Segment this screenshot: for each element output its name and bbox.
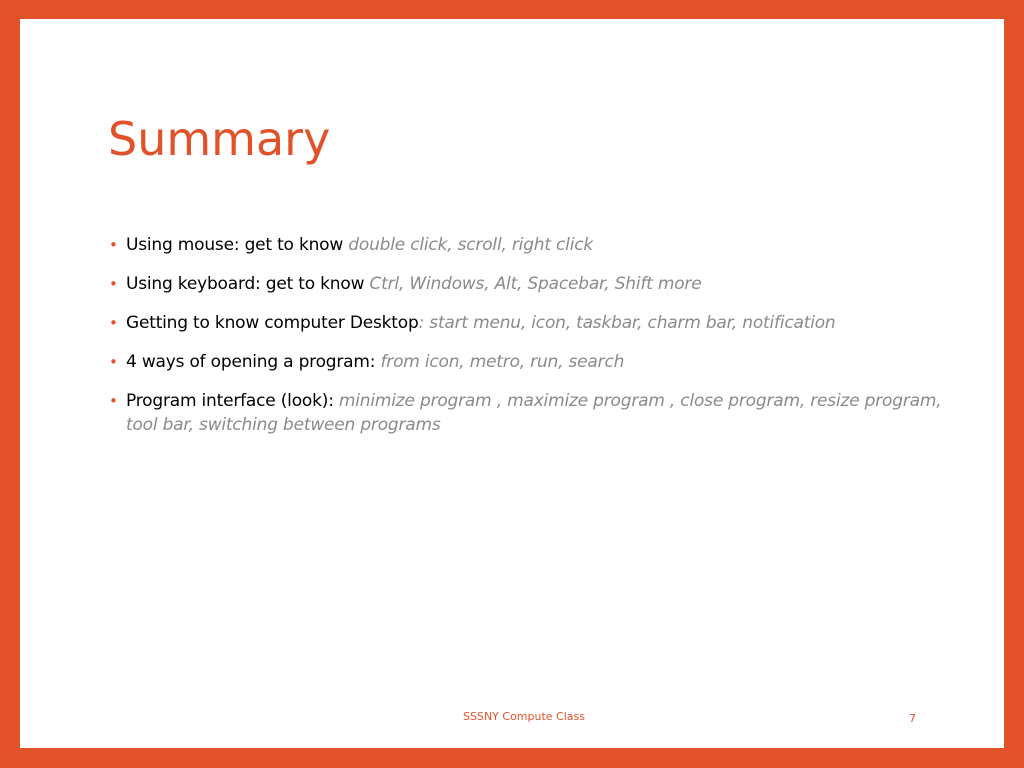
slide (20, 19, 1004, 748)
bullet-dot: • (109, 353, 118, 371)
bullet-lead: Using mouse: get to know (126, 235, 349, 255)
bullet-lead: Using keyboard: get to know (126, 274, 370, 294)
bullet-lead: 4 ways of opening a program: (126, 352, 381, 372)
slide-title: Summary (108, 112, 331, 166)
bullet-lead: Program interface (look): (126, 391, 339, 411)
bullet-item-open-program (108, 350, 968, 374)
bullet-dot: • (109, 314, 118, 332)
bullet-item-desktop (108, 311, 968, 335)
bullet-item-mouse (108, 233, 968, 257)
bullet-item-program-interface (108, 389, 968, 437)
bullet-detail: : start menu, icon, taskbar, charm bar, notification (418, 313, 836, 333)
page-number: 7 (909, 712, 916, 725)
bullet-dot: • (109, 236, 118, 254)
bullet-list (108, 233, 968, 452)
bullet-detail: minimize program , maximize program , close program, resize program, tool bar, switching between programs (126, 391, 942, 435)
bullet-detail: from icon, metro, run, search (380, 352, 625, 372)
slide-footer: SSSNY Compute Class (463, 710, 585, 723)
bullet-dot: • (109, 392, 118, 410)
bullet-detail: double click, scroll, right click (348, 235, 594, 255)
bullet-detail: Ctrl, Windows, Alt, Spacebar, Shift more (369, 274, 702, 294)
bullet-dot: • (109, 275, 118, 293)
bullet-lead: Getting to know computer Desktop (126, 313, 419, 333)
bullet-item-keyboard (108, 272, 968, 296)
